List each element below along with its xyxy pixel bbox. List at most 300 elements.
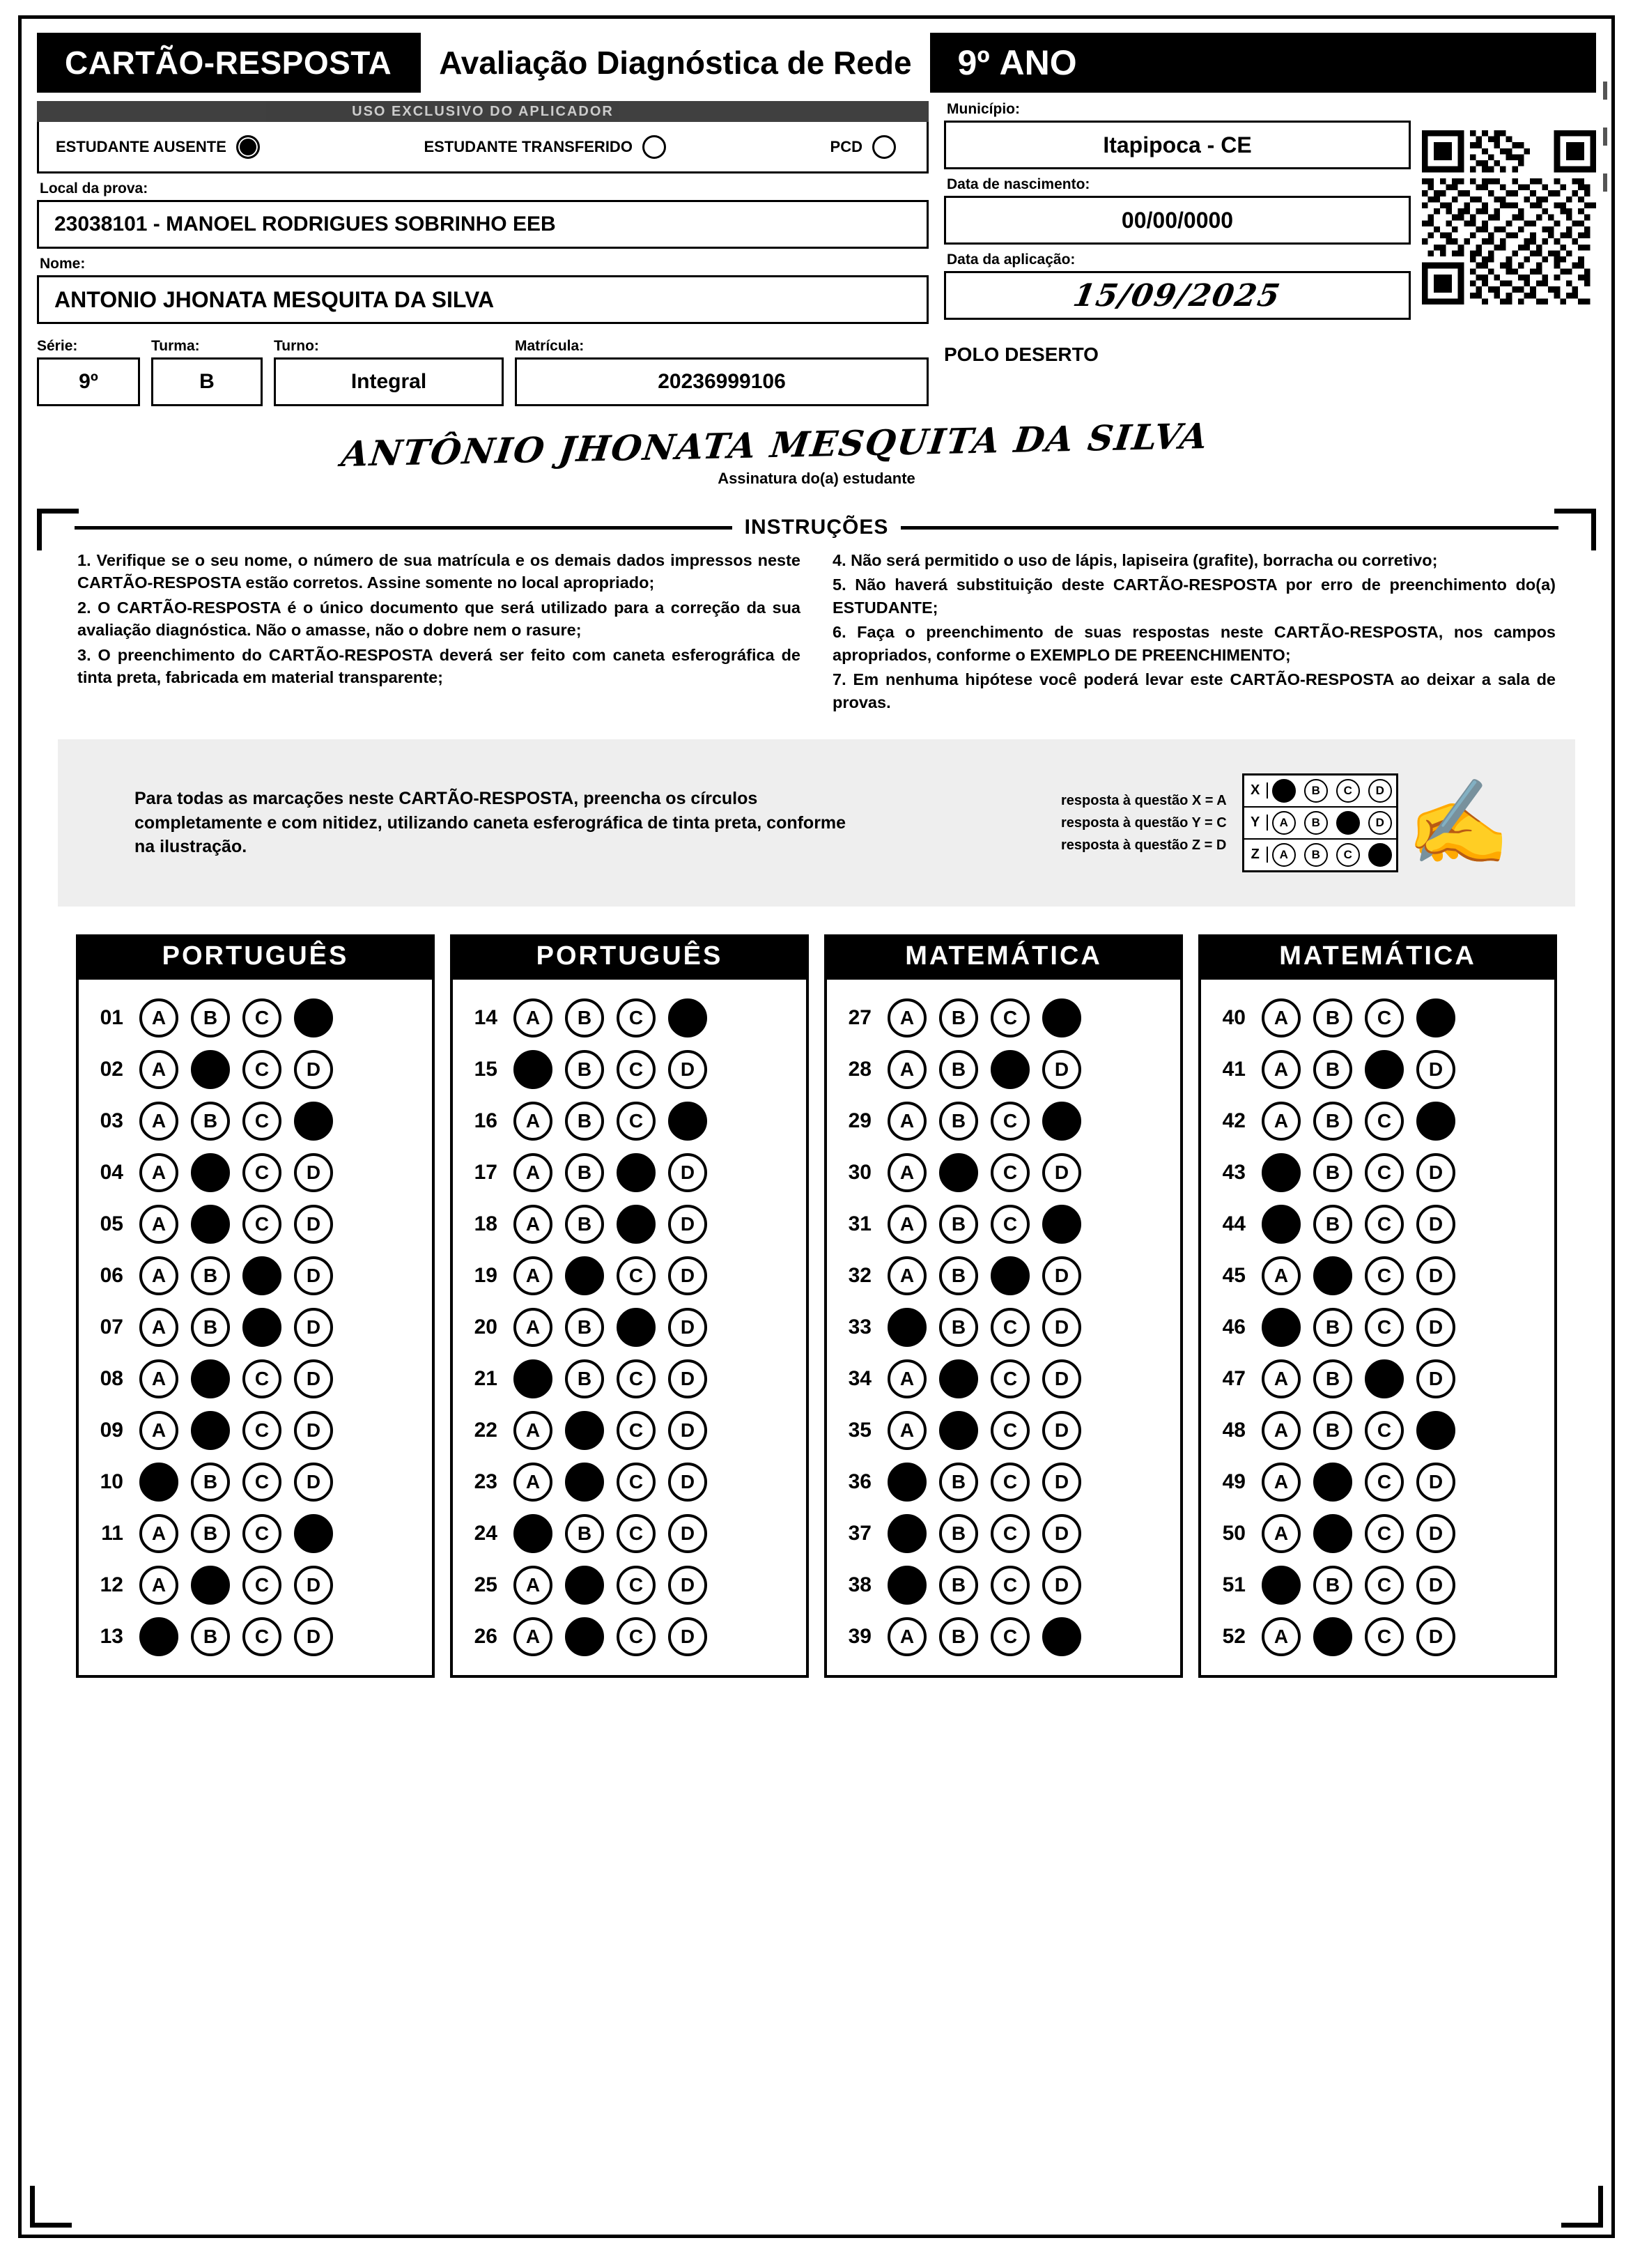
absent-option[interactable] — [56, 135, 260, 159]
answer-bubble-b[interactable]: B — [939, 1205, 978, 1244]
transferred-bubble-icon[interactable] — [642, 135, 666, 159]
answer-bubble-d[interactable]: D — [294, 1308, 333, 1347]
answer-bubble-d[interactable]: D — [1416, 1205, 1455, 1244]
answer-bubble-b[interactable]: B — [939, 1566, 978, 1605]
answer-bubble-a[interactable]: A — [513, 1205, 552, 1244]
aplicacao-field — [944, 271, 1411, 320]
transferred-label: ESTUDANTE TRANSFERIDO — [424, 137, 633, 155]
question-number: 29 — [848, 1109, 872, 1132]
answer-row — [463, 1250, 796, 1302]
question-number: 04 — [100, 1160, 123, 1184]
answer-bubble-a[interactable]: A — [513, 1514, 552, 1553]
question-number: 41 — [1222, 1057, 1246, 1081]
answer-bubble-a[interactable]: A — [1262, 1205, 1301, 1244]
answer-bubble-b[interactable]: B — [939, 1411, 978, 1450]
answer-bubble-a[interactable]: A — [139, 1256, 178, 1295]
answer-row — [463, 1508, 796, 1559]
question-number: 51 — [1222, 1573, 1246, 1596]
answer-bubble-c[interactable]: C — [991, 1153, 1030, 1192]
answer-bubble-b[interactable]: B — [1313, 1566, 1352, 1605]
answer-bubble-d[interactable]: D — [1042, 1102, 1081, 1141]
answer-bubble-c[interactable]: C — [1365, 1308, 1404, 1347]
answer-bubble-b[interactable]: B — [1313, 1359, 1352, 1398]
answer-bubble-b[interactable]: B — [191, 1308, 230, 1347]
answer-bubble-b[interactable]: B — [191, 1359, 230, 1398]
answer-row — [463, 1611, 796, 1663]
answer-bubble-d[interactable]: D — [1042, 1463, 1081, 1502]
answer-bubble-d[interactable]: D — [1042, 1411, 1081, 1450]
answer-row — [837, 1559, 1170, 1611]
answer-bubble-b[interactable]: B — [191, 1050, 230, 1089]
answer-bubble-c[interactable]: C — [1365, 1617, 1404, 1656]
answer-bubble-c[interactable]: C — [617, 1463, 656, 1502]
answer-bubble-b[interactable]: B — [939, 1617, 978, 1656]
answer-bubble-a[interactable]: A — [139, 1102, 178, 1141]
answer-bubble-c[interactable]: C — [1365, 1359, 1404, 1398]
answer-bubble-c[interactable]: C — [242, 1205, 281, 1244]
answer-column-title: MATEMÁTICA — [1198, 934, 1557, 980]
answer-bubble-c[interactable]: C — [991, 1102, 1030, 1141]
answer-bubble-b[interactable]: B — [939, 1153, 978, 1192]
fill-example-row-label: Y — [1244, 815, 1268, 831]
answer-bubble-a[interactable]: A — [1262, 1308, 1301, 1347]
answer-bubble-b[interactable]: B — [1313, 1463, 1352, 1502]
answer-bubble-b[interactable]: B — [1313, 1617, 1352, 1656]
answer-bubble-a[interactable]: A — [513, 1463, 552, 1502]
answer-bubble-d[interactable]: D — [668, 1153, 707, 1192]
answer-bubble-b[interactable]: B — [1313, 1411, 1352, 1450]
answer-row — [463, 1044, 796, 1095]
answer-bubble-a[interactable]: A — [888, 1153, 927, 1192]
answer-bubble-b[interactable]: B — [191, 1102, 230, 1141]
instructions-title: INSTRUÇÕES — [744, 516, 889, 539]
answer-bubble-b[interactable]: B — [191, 998, 230, 1037]
answer-bubble-d[interactable]: D — [1042, 998, 1081, 1037]
answer-bubble-b[interactable]: B — [1313, 1514, 1352, 1553]
answer-bubble-c[interactable]: C — [1365, 1463, 1404, 1502]
question-number: 10 — [100, 1469, 123, 1493]
answer-row — [837, 1456, 1170, 1508]
question-number: 44 — [1222, 1212, 1246, 1235]
answer-row — [1211, 1456, 1545, 1508]
answer-bubble-b[interactable]: B — [565, 1256, 604, 1295]
answer-bubble-d[interactable]: D — [668, 1205, 707, 1244]
answer-bubble-b[interactable]: B — [939, 998, 978, 1037]
answer-bubble-c[interactable]: C — [242, 1617, 281, 1656]
answer-bubble-d[interactable]: D — [668, 1256, 707, 1295]
answer-row — [1211, 1250, 1545, 1302]
fill-example-bubble: D — [1368, 779, 1392, 803]
answer-bubble-c[interactable]: C — [242, 1514, 281, 1553]
question-number: 33 — [848, 1315, 872, 1339]
nascimento-label: Data de nascimento: — [947, 176, 1090, 192]
answer-bubble-a[interactable]: A — [139, 1411, 178, 1450]
answer-bubble-c[interactable]: C — [617, 1411, 656, 1450]
answer-bubble-a[interactable]: A — [1262, 1617, 1301, 1656]
question-number: 02 — [100, 1057, 123, 1081]
answer-bubble-b[interactable]: B — [191, 1617, 230, 1656]
answer-bubble-b[interactable]: B — [939, 1514, 978, 1553]
answer-bubble-a[interactable]: A — [888, 1463, 927, 1502]
answer-bubble-c[interactable]: C — [242, 1566, 281, 1605]
answer-bubble-c[interactable]: C — [617, 1205, 656, 1244]
corner-mark-top-left — [37, 509, 79, 550]
answer-bubble-c[interactable]: C — [1365, 1514, 1404, 1553]
answer-bubble-c[interactable]: C — [1365, 1102, 1404, 1141]
answer-bubble-b[interactable]: B — [191, 1256, 230, 1295]
question-number: 40 — [1222, 1005, 1246, 1029]
answer-bubble-c[interactable]: C — [1365, 1256, 1404, 1295]
answer-bubble-c[interactable]: C — [242, 1463, 281, 1502]
answer-bubble-c[interactable]: C — [242, 1359, 281, 1398]
answer-bubble-b[interactable]: B — [1313, 998, 1352, 1037]
answer-bubble-d[interactable]: D — [1416, 1566, 1455, 1605]
answer-bubble-a[interactable]: A — [139, 1205, 178, 1244]
answer-bubble-a[interactable]: A — [1262, 1514, 1301, 1553]
answer-bubble-a[interactable]: A — [139, 1463, 178, 1502]
answer-bubble-b[interactable]: B — [939, 1256, 978, 1295]
answer-bubble-d[interactable]: D — [294, 1359, 333, 1398]
answer-bubble-d[interactable]: D — [668, 1514, 707, 1553]
answer-bubble-d[interactable]: D — [294, 998, 333, 1037]
matricula-label: Matrícula: — [515, 338, 585, 354]
answer-bubble-a[interactable]: A — [1262, 1102, 1301, 1141]
instructions-section — [47, 516, 1586, 716]
question-number: 46 — [1222, 1315, 1246, 1339]
answer-bubble-a[interactable]: A — [888, 1308, 927, 1347]
answer-bubble-d[interactable]: D — [1416, 1153, 1455, 1192]
answer-bubble-d[interactable]: D — [1416, 1617, 1455, 1656]
answer-bubble-a[interactable]: A — [888, 1359, 927, 1398]
instructions-left-column — [77, 549, 800, 716]
answer-bubble-d[interactable]: D — [1416, 998, 1455, 1037]
question-number: 15 — [474, 1057, 497, 1081]
answer-bubble-a[interactable]: A — [139, 1617, 178, 1656]
answer-column-title: PORTUGUÊS — [76, 934, 435, 980]
answer-bubble-b[interactable]: B — [1313, 1050, 1352, 1089]
answer-bubble-d[interactable]: D — [1416, 1359, 1455, 1398]
question-number: 19 — [474, 1263, 497, 1287]
answer-row — [837, 1508, 1170, 1559]
answer-bubble-a[interactable]: A — [139, 1153, 178, 1192]
answer-bubble-d[interactable]: D — [294, 1153, 333, 1192]
answer-bubble-d[interactable]: D — [668, 1617, 707, 1656]
answer-bubble-c[interactable]: C — [991, 1411, 1030, 1450]
answer-row — [837, 1250, 1170, 1302]
answer-bubble-c[interactable]: C — [991, 1359, 1030, 1398]
answer-bubble-d[interactable]: D — [1416, 1102, 1455, 1141]
instructions-columns — [77, 549, 1556, 716]
answer-bubble-c[interactable]: C — [617, 1153, 656, 1192]
answer-bubble-a[interactable]: A — [513, 1617, 552, 1656]
answer-bubble-a[interactable]: A — [1262, 1153, 1301, 1192]
answer-bubble-d[interactable]: D — [668, 1566, 707, 1605]
answer-column — [76, 934, 435, 1678]
answer-bubble-d[interactable]: D — [1416, 1256, 1455, 1295]
answer-bubble-d[interactable]: D — [294, 1256, 333, 1295]
answer-bubble-c[interactable]: C — [617, 1566, 656, 1605]
answer-bubble-c[interactable]: C — [617, 998, 656, 1037]
answer-bubble-c[interactable]: C — [991, 1514, 1030, 1553]
rule-right — [901, 526, 1558, 530]
answer-bubble-d[interactable]: D — [1416, 1514, 1455, 1553]
answer-bubble-a[interactable]: A — [513, 1411, 552, 1450]
question-number: 38 — [848, 1573, 872, 1596]
answer-bubble-c[interactable]: C — [242, 998, 281, 1037]
answer-row — [463, 1456, 796, 1508]
answer-bubble-b[interactable]: B — [939, 1463, 978, 1502]
answer-bubble-b[interactable]: B — [1313, 1256, 1352, 1295]
answer-bubble-d[interactable]: D — [668, 1359, 707, 1398]
answer-bubble-d[interactable]: D — [1042, 1617, 1081, 1656]
serie-label: Série: — [37, 338, 78, 354]
instruction-item: 3. O preenchimento do CARTÃO-RESPOSTA deverá ser feito com caneta esferográfica de tinta preta, fabricada em material transparente; — [77, 645, 800, 687]
answer-row — [88, 1611, 422, 1663]
answer-bubble-c[interactable]: C — [617, 1359, 656, 1398]
answer-bubble-b[interactable]: B — [565, 1050, 604, 1089]
answer-bubble-d[interactable]: D — [294, 1102, 333, 1141]
answer-bubble-c[interactable]: C — [617, 1102, 656, 1141]
answer-bubble-b[interactable]: B — [191, 1153, 230, 1192]
answer-bubble-a[interactable]: A — [513, 1050, 552, 1089]
answer-bubble-c[interactable]: C — [242, 1102, 281, 1141]
question-number: 43 — [1222, 1160, 1246, 1184]
answer-row — [1211, 1302, 1545, 1353]
student-info-right — [944, 101, 1596, 406]
answer-bubble-b[interactable]: B — [565, 1617, 604, 1656]
answer-bubble-b[interactable]: B — [1313, 1153, 1352, 1192]
answer-bubble-b[interactable]: B — [565, 1566, 604, 1605]
question-number: 20 — [474, 1315, 497, 1339]
answer-row — [88, 1044, 422, 1095]
answer-row — [463, 1405, 796, 1456]
answer-bubble-a[interactable]: A — [888, 1617, 927, 1656]
answers-section — [76, 934, 1557, 1678]
answer-bubble-d[interactable]: D — [1042, 1359, 1081, 1398]
answer-bubble-c[interactable]: C — [242, 1153, 281, 1192]
answer-bubble-c[interactable]: C — [617, 1308, 656, 1347]
fill-example-bubble: A — [1272, 779, 1296, 803]
answer-bubble-c[interactable]: C — [617, 1050, 656, 1089]
answer-bubble-d[interactable]: D — [1042, 1153, 1081, 1192]
answer-bubble-a[interactable]: A — [1262, 1359, 1301, 1398]
answer-bubble-d[interactable]: D — [294, 1050, 333, 1089]
answer-bubble-c[interactable]: C — [991, 1617, 1030, 1656]
answer-bubble-c[interactable]: C — [1365, 1050, 1404, 1089]
answer-row — [837, 1353, 1170, 1405]
answer-bubble-a[interactable]: A — [1262, 1566, 1301, 1605]
answer-row — [1211, 1405, 1545, 1456]
answer-bubble-a[interactable]: A — [1262, 1463, 1301, 1502]
answer-column-body — [76, 980, 435, 1678]
answer-row — [463, 1559, 796, 1611]
answer-row — [463, 1095, 796, 1147]
answer-bubble-a[interactable]: A — [1262, 1256, 1301, 1295]
answer-bubble-d[interactable]: D — [294, 1205, 333, 1244]
answer-bubble-d[interactable]: D — [668, 1308, 707, 1347]
answer-bubble-a[interactable]: A — [888, 1514, 927, 1553]
answer-bubble-d[interactable]: D — [668, 1463, 707, 1502]
municipio-field: Itapipoca - CE — [944, 121, 1411, 169]
answer-bubble-d[interactable]: D — [1416, 1463, 1455, 1502]
answer-bubble-c[interactable]: C — [991, 1566, 1030, 1605]
answer-bubble-b[interactable]: B — [565, 1205, 604, 1244]
question-number: 28 — [848, 1057, 872, 1081]
answer-row — [88, 1250, 422, 1302]
answer-bubble-a[interactable]: A — [888, 998, 927, 1037]
header-mid-title: Avaliação Diagnóstica de Rede — [417, 33, 934, 93]
answer-bubble-c[interactable]: C — [991, 1050, 1030, 1089]
answer-bubble-b[interactable]: B — [565, 1514, 604, 1553]
answer-bubble-b[interactable]: B — [1313, 1102, 1352, 1141]
question-number: 24 — [474, 1521, 497, 1545]
answer-bubble-b[interactable]: B — [191, 1411, 230, 1450]
answer-bubble-c[interactable]: C — [617, 1514, 656, 1553]
fill-example-bubble: B — [1304, 779, 1328, 803]
answer-bubble-b[interactable]: B — [939, 1359, 978, 1398]
instructions-right-column — [833, 549, 1556, 716]
answer-bubble-a[interactable]: A — [139, 1050, 178, 1089]
answer-bubble-d[interactable]: D — [294, 1514, 333, 1553]
answer-bubble-d[interactable]: D — [294, 1463, 333, 1502]
question-number: 05 — [100, 1212, 123, 1235]
question-number: 34 — [848, 1366, 872, 1390]
rule-left — [75, 526, 732, 530]
answer-bubble-d[interactable]: D — [1042, 1205, 1081, 1244]
answer-bubble-d[interactable]: D — [1416, 1308, 1455, 1347]
answer-bubble-b[interactable]: B — [191, 1566, 230, 1605]
answer-bubble-c[interactable]: C — [242, 1411, 281, 1450]
answer-bubble-d[interactable]: D — [1042, 1256, 1081, 1295]
answer-bubble-a[interactable]: A — [513, 1256, 552, 1295]
answer-bubble-c[interactable]: C — [1365, 1205, 1404, 1244]
answer-bubble-a[interactable]: A — [139, 1566, 178, 1605]
answer-bubble-a[interactable]: A — [888, 1256, 927, 1295]
answer-bubble-b[interactable]: B — [565, 1153, 604, 1192]
answer-bubble-c[interactable]: C — [1365, 1566, 1404, 1605]
answer-bubble-c[interactable]: C — [242, 1256, 281, 1295]
answer-bubble-a[interactable]: A — [1262, 1050, 1301, 1089]
answer-bubble-d[interactable]: D — [294, 1411, 333, 1450]
header-grade-number: 9º — [957, 43, 990, 82]
answer-bubble-c[interactable]: C — [991, 1256, 1030, 1295]
answer-bubble-c[interactable]: C — [242, 1050, 281, 1089]
answer-bubble-d[interactable]: D — [1042, 1514, 1081, 1553]
answer-bubble-b[interactable]: B — [191, 1514, 230, 1553]
answer-bubble-d[interactable]: D — [1042, 1050, 1081, 1089]
answer-bubble-c[interactable]: C — [991, 998, 1030, 1037]
corner-mark-top-right — [1554, 509, 1596, 550]
answer-bubble-a[interactable]: A — [888, 1102, 927, 1141]
nascimento-field: 00/00/0000 — [944, 196, 1411, 245]
answer-bubble-c[interactable]: C — [991, 1205, 1030, 1244]
answer-bubble-d[interactable]: D — [294, 1566, 333, 1605]
answer-row — [837, 1095, 1170, 1147]
question-number: 16 — [474, 1109, 497, 1132]
answer-bubble-b[interactable]: B — [565, 1463, 604, 1502]
answer-bubble-a[interactable]: A — [1262, 998, 1301, 1037]
serie-group — [37, 331, 140, 406]
answer-row — [88, 1095, 422, 1147]
answer-bubble-b[interactable]: B — [191, 1205, 230, 1244]
answer-bubble-b[interactable]: B — [939, 1050, 978, 1089]
pcd-option[interactable] — [830, 135, 896, 159]
answer-bubble-c[interactable]: C — [617, 1256, 656, 1295]
answer-bubble-a[interactable]: A — [139, 998, 178, 1037]
pcd-bubble-icon[interactable] — [872, 135, 896, 159]
answer-bubble-a[interactable]: A — [888, 1050, 927, 1089]
answer-bubble-b[interactable]: B — [1313, 1308, 1352, 1347]
answer-bubble-d[interactable]: D — [1042, 1566, 1081, 1605]
question-number: 23 — [474, 1469, 497, 1493]
question-number: 25 — [474, 1573, 497, 1596]
answer-bubble-d[interactable]: D — [668, 998, 707, 1037]
answer-row — [837, 1147, 1170, 1198]
answer-bubble-b[interactable]: B — [565, 1359, 604, 1398]
answer-bubble-b[interactable]: B — [565, 1411, 604, 1450]
nome-label: Nome: — [40, 256, 86, 272]
answer-bubble-a[interactable]: A — [513, 1566, 552, 1605]
answer-bubble-d[interactable]: D — [1416, 1050, 1455, 1089]
answer-bubble-d[interactable]: D — [1042, 1308, 1081, 1347]
fill-example-bubble: B — [1304, 811, 1328, 835]
answer-bubble-b[interactable]: B — [565, 998, 604, 1037]
answer-bubble-b[interactable]: B — [939, 1308, 978, 1347]
answer-bubble-a[interactable]: A — [513, 1102, 552, 1141]
answer-bubble-a[interactable]: A — [139, 1359, 178, 1398]
answer-bubble-d[interactable]: D — [1416, 1411, 1455, 1450]
right-fields-stack — [944, 101, 1411, 406]
answer-bubble-b[interactable]: B — [1313, 1205, 1352, 1244]
answer-bubble-a[interactable]: A — [888, 1566, 927, 1605]
answer-bubble-c[interactable]: C — [1365, 1153, 1404, 1192]
fill-example-panel — [58, 739, 1575, 907]
question-number: 07 — [100, 1315, 123, 1339]
transferred-option[interactable] — [424, 135, 665, 159]
answer-bubble-d[interactable]: D — [294, 1617, 333, 1656]
answer-bubble-c[interactable]: C — [1365, 1411, 1404, 1450]
answer-bubble-d[interactable]: D — [668, 1411, 707, 1450]
answer-bubble-a[interactable]: A — [139, 1514, 178, 1553]
answer-bubble-c[interactable]: C — [991, 1463, 1030, 1502]
answer-row — [837, 1611, 1170, 1663]
answer-bubble-d[interactable]: D — [668, 1102, 707, 1141]
absent-bubble-icon[interactable] — [236, 135, 260, 159]
answer-bubble-a[interactable]: A — [513, 1359, 552, 1398]
answer-bubble-b[interactable]: B — [939, 1102, 978, 1141]
answer-bubble-b[interactable]: B — [191, 1463, 230, 1502]
fill-example-illustration — [1061, 773, 1510, 872]
answer-bubble-a[interactable]: A — [139, 1308, 178, 1347]
answer-bubble-a[interactable]: A — [1262, 1411, 1301, 1450]
answer-bubble-c[interactable]: C — [617, 1617, 656, 1656]
pcd-label: PCD — [830, 137, 862, 155]
answer-bubble-b[interactable]: B — [565, 1102, 604, 1141]
answer-bubble-a[interactable]: A — [888, 1205, 927, 1244]
answer-bubble-c[interactable]: C — [991, 1308, 1030, 1347]
answer-bubble-d[interactable]: D — [668, 1050, 707, 1089]
header-left-title: CARTÃO-RESPOSTA — [37, 33, 417, 93]
answer-bubble-c[interactable]: C — [242, 1308, 281, 1347]
question-number: 13 — [100, 1624, 123, 1648]
answer-bubble-a[interactable]: A — [513, 998, 552, 1037]
answer-bubble-b[interactable]: B — [565, 1308, 604, 1347]
answer-bubble-a[interactable]: A — [888, 1411, 927, 1450]
answer-bubble-c[interactable]: C — [1365, 998, 1404, 1037]
answer-bubble-a[interactable]: A — [513, 1153, 552, 1192]
answer-bubble-a[interactable]: A — [513, 1308, 552, 1347]
question-number: 31 — [848, 1212, 872, 1235]
